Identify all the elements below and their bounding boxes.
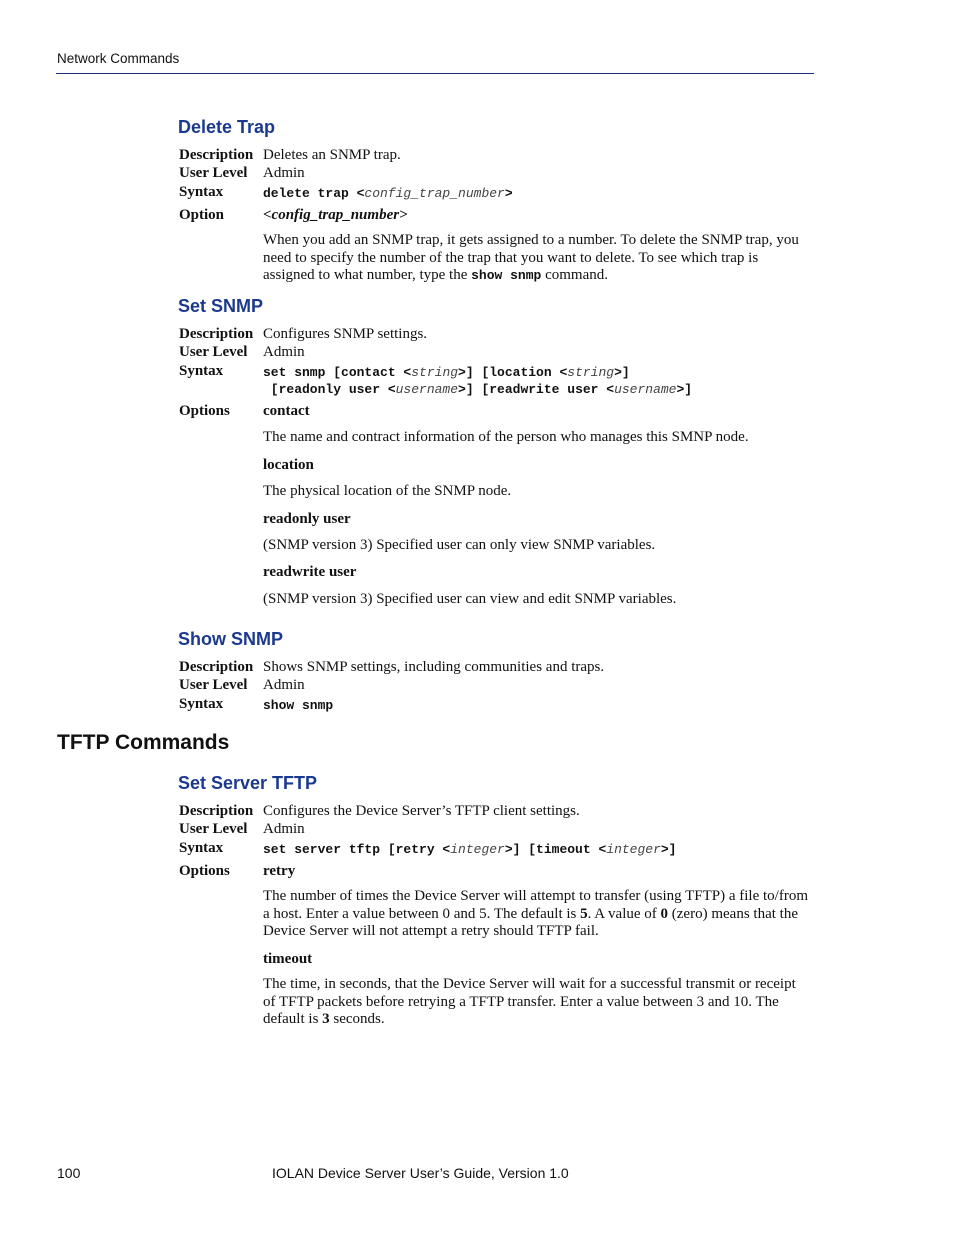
- footer-title: IOLAN Device Server User’s Guide, Version 1.0: [272, 1165, 569, 1181]
- label-syntax: Syntax: [179, 363, 224, 379]
- label-user-level: User Level: [179, 165, 248, 181]
- label-description: Description: [179, 803, 254, 819]
- section-heading-set-snmp: Set SNMP: [178, 296, 264, 316]
- set-snmp-syntax-line-2: [readonly user <username>] [readwrite user <username>]: [263, 382, 693, 397]
- label-options: Options: [179, 403, 230, 419]
- option-text-location: The physical location of the SNMP node.: [263, 483, 512, 499]
- label-description: Description: [179, 659, 254, 675]
- delete-trap-description: Deletes an SNMP trap.: [263, 147, 401, 163]
- option-text-timeout: The time, in seconds, that the Device Server will wait for a successful transmit or receipt of TFTP packets before retrying a TFTP transfer. Enter a value between 3 and 10. The default is 3 seconds.: [263, 976, 796, 1027]
- chapter-heading-tftp-commands: TFTP Commands: [57, 731, 230, 754]
- label-syntax: Syntax: [179, 184, 224, 200]
- label-user-level: User Level: [179, 677, 248, 693]
- option-text-retry: The number of times the Device Server will attempt to transfer (using TFTP) a file to/from a host. Enter a value between 0 and 5. The default is 5. A value of 0 (zero) means that the Device Server will not attempt a retry should TFTP fail.: [263, 888, 808, 939]
- delete-trap-syntax: delete trap <config_trap_number>: [263, 186, 513, 201]
- set-snmp-user-level: Admin: [263, 344, 305, 360]
- label-user-level: User Level: [179, 821, 248, 837]
- option-text-readwrite-user: (SNMP version 3) Specified user can view and edit SNMP variables.: [263, 591, 677, 607]
- label-syntax: Syntax: [179, 840, 224, 856]
- set-server-tftp-user-level: Admin: [263, 821, 305, 837]
- set-snmp-syntax-line-1: set snmp [contact <string>] [location <string>]: [263, 365, 630, 380]
- section-heading-show-snmp: Show SNMP: [178, 629, 284, 649]
- label-option: Option: [179, 207, 225, 223]
- running-header: Network Commands: [57, 51, 180, 66]
- label-syntax: Syntax: [179, 696, 224, 712]
- show-snmp-syntax: show snmp: [263, 698, 334, 713]
- show-snmp-user-level: Admin: [263, 677, 305, 693]
- section-heading-delete-trap: Delete Trap: [178, 117, 276, 137]
- label-description: Description: [179, 147, 254, 163]
- option-name-timeout: timeout: [263, 951, 313, 967]
- option-name-readwrite-user: readwrite user: [263, 564, 357, 580]
- page-number: 100: [57, 1165, 81, 1181]
- delete-trap-option-name: <config_trap_number>: [263, 207, 408, 223]
- label-options: Options: [179, 863, 230, 879]
- label-description: Description: [179, 326, 254, 342]
- header-divider: [56, 73, 814, 74]
- option-name-retry: retry: [263, 863, 296, 879]
- delete-trap-user-level: Admin: [263, 165, 305, 181]
- delete-trap-option-text: When you add an SNMP trap, it gets assigned to a number. To delete the SNMP trap, you need to specify the number of the trap that you want to delete. To see which trap is assigned to what number, type the show snmp command.: [263, 232, 799, 283]
- set-server-tftp-syntax: set server tftp [retry <integer>] [timeout <integer>]: [263, 842, 677, 857]
- option-text-readonly-user: (SNMP version 3) Specified user can only view SNMP variables.: [263, 537, 656, 553]
- section-heading-set-server-tftp: Set Server TFTP: [178, 773, 318, 793]
- label-user-level: User Level: [179, 344, 248, 360]
- option-name-location: location: [263, 457, 314, 473]
- set-server-tftp-description: Configures the Device Server’s TFTP client settings.: [263, 803, 580, 819]
- show-snmp-description: Shows SNMP settings, including communities and traps.: [263, 659, 605, 675]
- option-text-contact: The name and contract information of the person who manages this SMNP node.: [263, 429, 749, 445]
- set-snmp-description: Configures SNMP settings.: [263, 326, 428, 342]
- option-name-contact: contact: [263, 403, 310, 419]
- option-name-readonly-user: readonly user: [263, 511, 351, 527]
